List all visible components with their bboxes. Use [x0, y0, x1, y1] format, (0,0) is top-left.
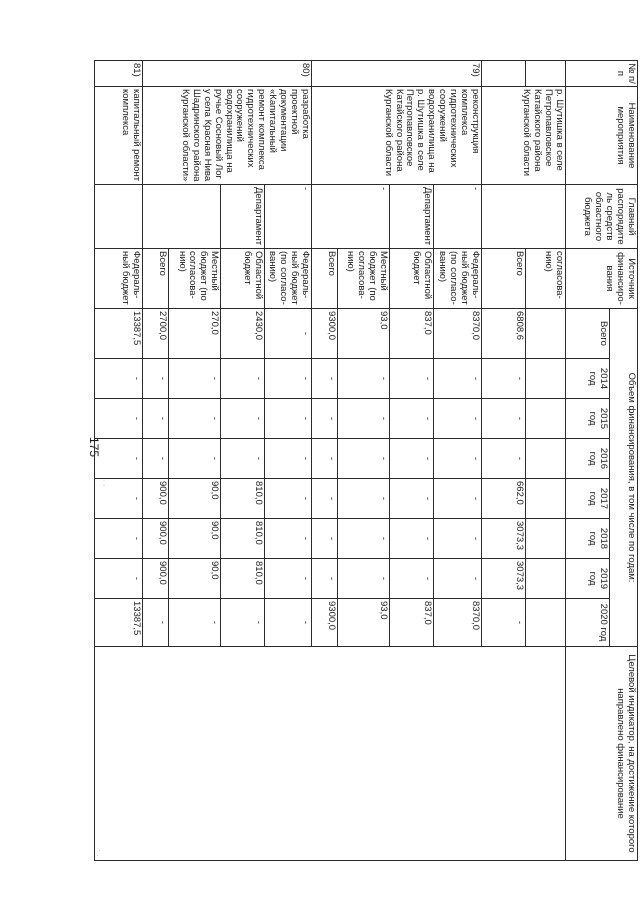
y2016-cell: - [169, 439, 221, 479]
y2014-cell: - [482, 359, 526, 399]
row-number: 81) [95, 61, 143, 87]
admin-cell: - [434, 185, 482, 249]
y2019-cell [526, 559, 566, 599]
total-cell [526, 309, 566, 359]
y2014-cell: - [434, 359, 482, 399]
y2015-cell [526, 399, 566, 439]
y2017-cell: - [265, 479, 312, 519]
table-row [526, 61, 566, 861]
y2020-cell: - [265, 599, 312, 647]
y2014-cell: - [221, 359, 265, 399]
row-number [482, 61, 526, 87]
y2015-cell: - [482, 399, 526, 439]
y2016-cell: - [390, 439, 434, 479]
event-name: разработка проектной документации «Капитальный ремонт комплекса гидротехнических сооружений водохранилища на ручье Сосновый Лог у села Красная Нива Шадринского района Курганской области» [143, 87, 312, 185]
admin-cell: - [312, 185, 390, 249]
y2016-cell: - [482, 439, 526, 479]
y2015-cell: - [95, 399, 143, 439]
y2016-cell: - [265, 439, 312, 479]
header-year: 2016 год [566, 439, 610, 479]
row-number: 80) [143, 61, 312, 87]
total-cell: 93,0 [338, 309, 390, 359]
y2018-cell: 810,0 [221, 519, 265, 559]
y2017-cell: 90,0 [169, 479, 221, 519]
y2019-cell: 3073,3 [482, 559, 526, 599]
y2016-cell [526, 439, 566, 479]
y2020-cell: 93,0 [338, 599, 390, 647]
y2019-cell: - [434, 559, 482, 599]
y2016-cell: - [221, 439, 265, 479]
header-volume: Объем финансирования, в том числе по годам: [610, 309, 638, 647]
row-number: 79) [312, 61, 482, 87]
total-cell: 270,0 [169, 309, 221, 359]
total-cell: 13387,5 [95, 309, 143, 359]
y2014-cell: - [95, 359, 143, 399]
admin-cell [95, 185, 143, 249]
y2020-cell: - [143, 599, 169, 647]
y2018-cell: - [95, 519, 143, 559]
y2017-cell: - [312, 479, 338, 519]
y2017-cell: 900,0 [143, 479, 169, 519]
y2015-cell: - [143, 399, 169, 439]
admin-cell [482, 185, 566, 249]
y2018-cell: 90,0 [169, 519, 221, 559]
source-cell: Федераль-ный бюджет (по согласо-ванию) [265, 249, 312, 309]
header-year: 2020 год [566, 599, 610, 647]
y2018-cell: 3073,3 [482, 519, 526, 559]
y2019-cell: - [312, 559, 338, 599]
y2018-cell: - [390, 519, 434, 559]
source-cell: Всего [143, 249, 169, 309]
y2014-cell: - [265, 359, 312, 399]
y2020-cell: - [482, 599, 526, 647]
source-cell: Областной бюджет [390, 249, 434, 309]
header-num: № п/п [566, 61, 638, 87]
y2016-cell: - [95, 439, 143, 479]
header-source: Источник финансиро-вания [566, 249, 638, 309]
y2014-cell [526, 359, 566, 399]
total-cell: 2700,0 [143, 309, 169, 359]
scan-mark: · · [99, 478, 110, 488]
y2019-cell: - [390, 559, 434, 599]
header-year: 2018 год [566, 519, 610, 559]
admin-cell: Департамент [221, 185, 265, 249]
y2017-cell: 662,0 [482, 479, 526, 519]
admin-cell: Департамент [390, 185, 434, 249]
y2017-cell: - [434, 479, 482, 519]
y2015-cell: - [390, 399, 434, 439]
row-number [526, 61, 566, 87]
y2020-cell: 13387,5 [95, 599, 143, 647]
y2018-cell: - [434, 519, 482, 559]
y2020-cell: - [169, 599, 221, 647]
y2020-cell: 837,0 [390, 599, 434, 647]
total-cell: - [265, 309, 312, 359]
page-number: 175 [87, 436, 102, 458]
total-cell: 9300,0 [312, 309, 338, 359]
y2019-cell: 900,0 [143, 559, 169, 599]
y2019-cell: - [265, 559, 312, 599]
total-cell: 837,0 [390, 309, 434, 359]
y2020-cell: - [221, 599, 265, 647]
financing-table [94, 60, 638, 861]
header-name: Наименование мероприятия [566, 87, 638, 185]
y2018-cell: - [312, 519, 338, 559]
y2016-cell: - [338, 439, 390, 479]
total-cell: 6808,6 [482, 309, 526, 359]
total-cell: 2430,0 [221, 309, 265, 359]
header-target: Целевой индикатор, на достижение которого направлено финансирование [566, 647, 638, 861]
y2019-cell: 90,0 [169, 559, 221, 599]
source-cell: Местный бюджет (по согласова-нию) [338, 249, 390, 309]
header-total: Всего [566, 309, 610, 359]
y2016-cell: - [143, 439, 169, 479]
header-year: 2015 год [566, 399, 610, 439]
source-cell: Местный бюджет (по согласова-нию) [169, 249, 221, 309]
admin-cell: - [265, 185, 312, 249]
y2020-cell: 9300,0 [312, 599, 338, 647]
y2014-cell: - [312, 359, 338, 399]
header-year: 2014 год [566, 359, 610, 399]
header-year: 2017 год [566, 479, 610, 519]
y2017-cell: - [390, 479, 434, 519]
source-cell: Федераль-ный бюджет [95, 249, 143, 309]
admin-cell [143, 185, 221, 249]
source-cell: Всего [312, 249, 338, 309]
source-cell: Всего [482, 249, 526, 309]
header-year: 2019 год [566, 559, 610, 599]
source-cell: согласова-нию) [526, 249, 566, 309]
y2018-cell: - [338, 519, 390, 559]
header-admin: Главный распорядитель средств областного бюджета [566, 185, 638, 249]
event-name: р. Шутишка в селе Петропавловское Катайского района Курганской области [482, 87, 566, 185]
y2014-cell: - [169, 359, 221, 399]
y2015-cell: - [434, 399, 482, 439]
table-rotated-container [116, 60, 638, 860]
source-cell: Областной бюджет [221, 249, 265, 309]
total-cell: 8370,0 [434, 309, 482, 359]
y2019-cell: - [95, 559, 143, 599]
table-body [95, 61, 566, 861]
y2014-cell: - [390, 359, 434, 399]
y2018-cell [526, 519, 566, 559]
y2018-cell: 900,0 [143, 519, 169, 559]
y2015-cell: - [169, 399, 221, 439]
y2017-cell [526, 479, 566, 519]
y2017-cell: - [338, 479, 390, 519]
y2017-cell: - [95, 479, 143, 519]
y2017-cell: 810,0 [221, 479, 265, 519]
source-cell: Федераль-ный бюджет (по согласо-ванию) [434, 249, 482, 309]
y2019-cell: - [338, 559, 390, 599]
y2018-cell: - [265, 519, 312, 559]
y2014-cell: - [338, 359, 390, 399]
y2020-cell: 8370,0 [434, 599, 482, 647]
y2015-cell: - [265, 399, 312, 439]
y2019-cell: 810,0 [221, 559, 265, 599]
event-name: капитальный ремонт комплекса [95, 87, 143, 185]
event-name: реконструкция комплекса гидротехнических сооружений водохранилища на р. Шутишка в селе Петропавловское Катайского района Курганской области [312, 87, 482, 185]
y2015-cell: - [221, 399, 265, 439]
scan-mark: · . [95, 849, 105, 857]
y2016-cell: - [312, 439, 338, 479]
y2015-cell: - [312, 399, 338, 439]
y2015-cell: - [338, 399, 390, 439]
target-indicator-empty [95, 647, 566, 861]
y2020-cell [526, 599, 566, 647]
y2016-cell: - [434, 439, 482, 479]
y2014-cell: - [143, 359, 169, 399]
